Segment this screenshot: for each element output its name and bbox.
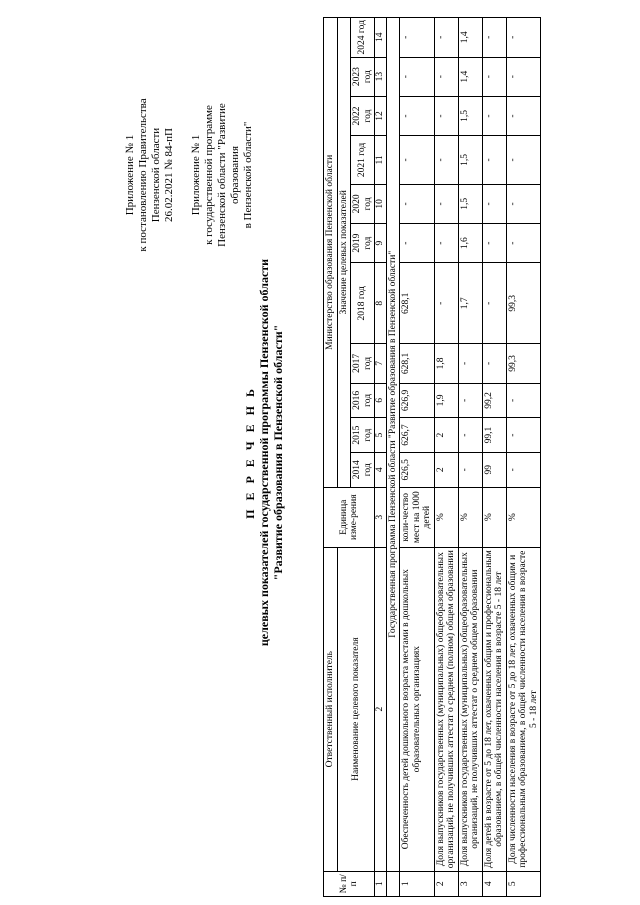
value-cell: - bbox=[458, 383, 482, 418]
year-header: 2024 год bbox=[351, 18, 375, 58]
value-cell: 99 bbox=[482, 452, 506, 487]
value-cell: 626,5 bbox=[400, 452, 435, 487]
year-header: 2020 год bbox=[351, 184, 375, 223]
value-cell: 626,9 bbox=[400, 383, 435, 418]
year-header: 2016 год bbox=[351, 383, 375, 418]
column-index: 6 bbox=[375, 383, 387, 418]
value-cell: 99,3 bbox=[506, 263, 541, 344]
table-row bbox=[506, 18, 541, 897]
value-cell: - bbox=[482, 263, 506, 344]
value-cell: 2 bbox=[434, 452, 458, 487]
value-cell: - bbox=[434, 18, 458, 58]
column-index: 12 bbox=[375, 96, 387, 135]
document-heading bbox=[243, 0, 285, 905]
appendix-line: Пензенской области bbox=[150, 127, 162, 223]
value-cell: 1,8 bbox=[434, 344, 458, 383]
column-index: 7 bbox=[375, 344, 387, 383]
value-cell: - bbox=[506, 452, 541, 487]
column-index: 10 bbox=[375, 184, 387, 223]
value-cell: - bbox=[400, 57, 435, 96]
appendix-line: Приложение № 1 bbox=[124, 134, 136, 216]
value-cell: - bbox=[482, 57, 506, 96]
value-cell: - bbox=[434, 96, 458, 135]
column-index: 3 bbox=[375, 487, 387, 547]
year-header: 2021 год bbox=[351, 136, 375, 185]
column-index: 13 bbox=[375, 57, 387, 96]
table-row bbox=[458, 18, 482, 897]
column-index: 9 bbox=[375, 224, 387, 263]
heading-subtitle: целевых показателей государственной программы Пензенской области bbox=[257, 258, 271, 647]
value-cell: 99,2 bbox=[482, 383, 506, 418]
appendix-line: Приложение № 1 bbox=[190, 134, 202, 216]
unit-cell: коли-чество мест на 1000 детей bbox=[400, 487, 435, 547]
column-index: 14 bbox=[375, 18, 387, 58]
value-cell: - bbox=[482, 96, 506, 135]
column-index: 11 bbox=[375, 136, 387, 185]
value-cell: - bbox=[506, 136, 541, 185]
heading-title: П Е Р Е Ч Е Н Ь bbox=[243, 386, 257, 519]
indicators-table bbox=[323, 17, 541, 897]
value-cell: - bbox=[400, 96, 435, 135]
value-cell: - bbox=[458, 344, 482, 383]
indicator-name: Доля численности населения в возрасте от 5 до 18 лет, охваченных общим и профессиональным образованием, в общей численности населения в возрасте 5 - 18 лет bbox=[506, 547, 541, 871]
value-cell: - bbox=[482, 18, 506, 58]
table-row bbox=[482, 18, 506, 897]
appendix-line: в Пензенской области" bbox=[242, 121, 254, 229]
value-cell: - bbox=[482, 344, 506, 383]
header-responsible: Ответственный исполнитель bbox=[324, 547, 338, 871]
indicator-name: Доля выпускников государственных (муниципальных) общеобразовательных организаций, не получивших аттестат о среднем (полном) общем образовании bbox=[434, 547, 458, 871]
row-num: 5 bbox=[506, 871, 541, 896]
value-cell: - bbox=[400, 224, 435, 263]
value-cell: - bbox=[434, 263, 458, 344]
header-values: Значение целевых показателей bbox=[337, 18, 351, 488]
value-cell: - bbox=[400, 136, 435, 185]
appendix-block bbox=[124, 75, 255, 275]
unit-cell: % bbox=[506, 487, 541, 547]
header-executor: Министерство образования Пензенской области bbox=[324, 18, 338, 488]
value-cell: - bbox=[434, 136, 458, 185]
row-num: 1 bbox=[400, 871, 435, 896]
value-cell: 626,7 bbox=[400, 418, 435, 453]
value-cell: - bbox=[458, 418, 482, 453]
value-cell: - bbox=[506, 418, 541, 453]
value-cell: 1,4 bbox=[458, 18, 482, 58]
value-cell: - bbox=[506, 96, 541, 135]
value-cell: 1,5 bbox=[458, 136, 482, 185]
year-header: 2022 год bbox=[351, 96, 375, 135]
value-cell: 1,9 bbox=[434, 383, 458, 418]
value-cell: - bbox=[400, 184, 435, 223]
indicator-name: Обеспеченность детей дошкольного возраста местами в дошкольных образовательных организациях bbox=[400, 547, 435, 871]
value-cell: - bbox=[506, 184, 541, 223]
header-unit: Единица изме-рения bbox=[324, 487, 375, 547]
value-cell: 1,5 bbox=[458, 184, 482, 223]
value-cell: - bbox=[506, 224, 541, 263]
year-header: 2023 год bbox=[351, 57, 375, 96]
row-num: 4 bbox=[482, 871, 506, 896]
value-cell: 1,7 bbox=[458, 263, 482, 344]
value-cell: - bbox=[434, 224, 458, 263]
table-row bbox=[400, 18, 435, 897]
unit-cell: % bbox=[434, 487, 458, 547]
value-cell: - bbox=[458, 452, 482, 487]
value-cell: - bbox=[506, 57, 541, 96]
year-header: 2014 год bbox=[351, 452, 375, 487]
appendix-line: Пензенской области "Развитие образования bbox=[216, 103, 241, 247]
value-cell: 1,5 bbox=[458, 96, 482, 135]
header-indicator: Наименование целевого показателя bbox=[337, 547, 375, 871]
column-index: 2 bbox=[375, 547, 387, 871]
column-index: 5 bbox=[375, 418, 387, 453]
value-cell: - bbox=[434, 57, 458, 96]
column-index: 4 bbox=[375, 452, 387, 487]
value-cell: - bbox=[506, 383, 541, 418]
column-index: 8 bbox=[375, 263, 387, 344]
appendix-line: к постановлению Правительства bbox=[137, 98, 149, 252]
value-cell: - bbox=[400, 18, 435, 58]
value-cell: 99,1 bbox=[482, 418, 506, 453]
value-cell: 628,1 bbox=[400, 263, 435, 344]
value-cell: 1,6 bbox=[458, 224, 482, 263]
value-cell: - bbox=[482, 224, 506, 263]
appendix-line: 26.02.2021 № 84-пП bbox=[163, 128, 175, 222]
value-cell: 628,1 bbox=[400, 344, 435, 383]
section-title: Государственная программа Пензенской области "Развитие образования в Пензенской области" bbox=[386, 18, 400, 872]
year-header: 2019 год bbox=[351, 224, 375, 263]
value-cell: - bbox=[506, 18, 541, 58]
heading-program: "Развитие образования в Пензенской области" bbox=[271, 324, 285, 581]
unit-cell: % bbox=[458, 487, 482, 547]
indicator-name: Доля детей в возрасте от 5 до 18 лет, охваченных общим и профессиональным образованием, в общей численности населения в возрасте 5 - 18 лет bbox=[482, 547, 506, 871]
value-cell: - bbox=[482, 184, 506, 223]
header-num: № п/п bbox=[324, 871, 375, 896]
value-cell: 1,4 bbox=[458, 57, 482, 96]
year-header: 2017 год bbox=[351, 344, 375, 383]
year-header: 2018 год bbox=[351, 263, 375, 344]
table-row bbox=[434, 18, 458, 897]
appendix-line: к государственной программе bbox=[203, 105, 215, 245]
value-cell: - bbox=[482, 136, 506, 185]
value-cell: - bbox=[434, 184, 458, 223]
indicator-name: Доля выпускников государственных (муниципальных) общеобразовательных организаций, не получивших аттестат о среднем общем образовании bbox=[458, 547, 482, 871]
value-cell: 99,3 bbox=[506, 344, 541, 383]
column-index: 1 bbox=[375, 871, 387, 896]
unit-cell: % bbox=[482, 487, 506, 547]
row-num: 3 bbox=[458, 871, 482, 896]
row-num: 2 bbox=[434, 871, 458, 896]
value-cell: 2 bbox=[434, 418, 458, 453]
year-header: 2015 год bbox=[351, 418, 375, 453]
